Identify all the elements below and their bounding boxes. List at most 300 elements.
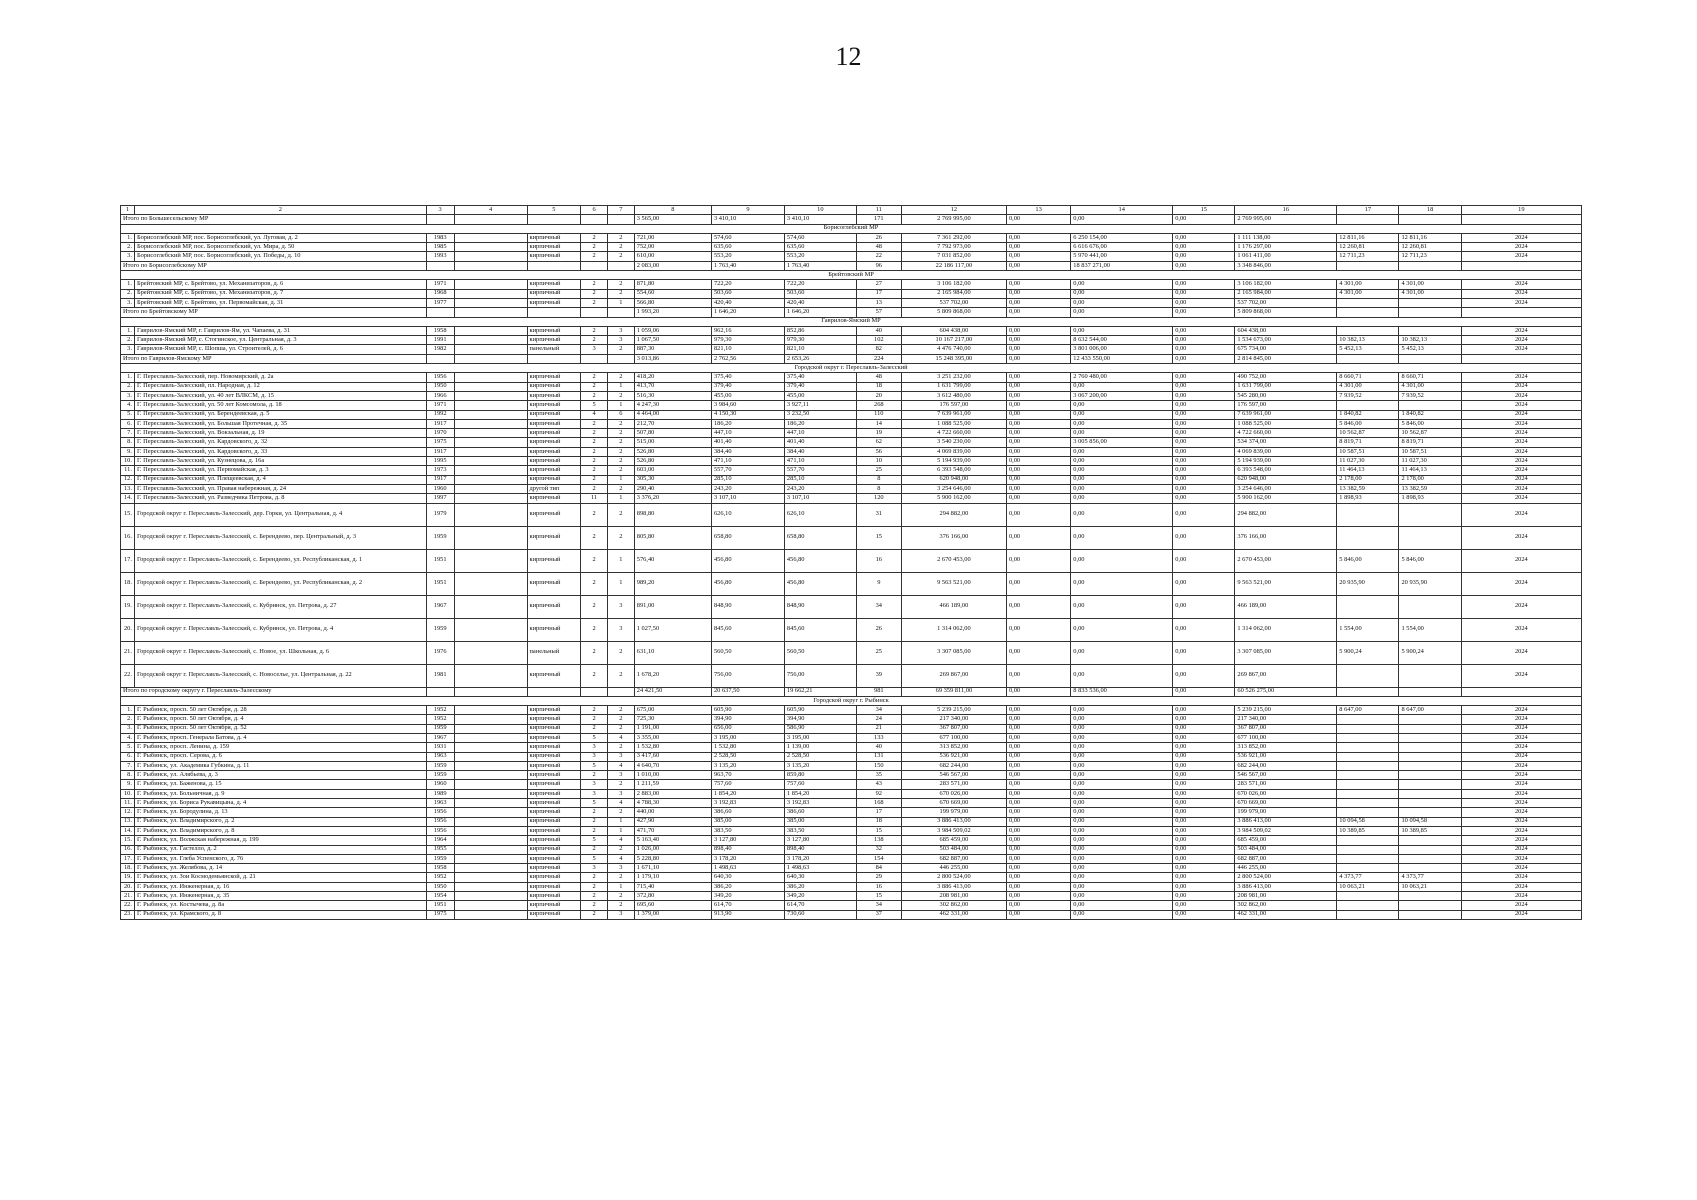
value-cell [454,808,527,817]
value-cell: 0,00 [1006,457,1070,466]
value-cell: 2 769 995,00 [901,215,1006,224]
value-cell: 2 [581,641,608,664]
value-cell [454,789,527,798]
value-cell: 0,00 [1071,447,1173,456]
value-cell: 5 163,40 [634,836,711,845]
value-cell: 18 837 271,00 [1071,261,1173,270]
value-cell: 0,00 [1071,326,1173,335]
value-cell: 0,00 [1173,595,1235,618]
value-cell: 2024 [1461,808,1581,817]
value-cell: 2 178,00 [1399,475,1461,484]
value-cell [527,215,581,224]
value-cell: 386,60 [784,808,856,817]
value-cell: 545 280,00 [1235,391,1337,400]
value-cell: 84 [856,864,901,873]
value-cell: 614,70 [711,901,784,910]
address-cell: Городской округ г. Переславль-Залесский, с. Берендеево, пер. Центральный, д. 3 [134,526,426,549]
value-cell: 3 984,60 [711,401,784,410]
column-number-cell: 1 [121,206,135,215]
value-cell: 1 191,00 [634,724,711,733]
value-cell: 383,50 [711,826,784,835]
value-cell [1337,864,1399,873]
value-cell: 0,00 [1006,771,1070,780]
address-cell: Г. Переславль-Залесский, ул. Кузнецова, д. 16а [134,457,426,466]
value-cell: 503 484,00 [1235,845,1337,854]
value-cell: 1950 [426,382,454,391]
value-cell: 3 [581,789,608,798]
value-cell: 604 438,00 [1235,326,1337,335]
value-cell: 3 232,50 [784,410,856,419]
value-cell: 0,00 [1071,817,1173,826]
column-number-row [121,206,1582,215]
value-cell [1337,298,1399,307]
value-cell: 1971 [426,280,454,289]
value-cell: 0,00 [1173,410,1235,419]
value-cell: кирпичный [527,243,581,252]
value-cell: 1997 [426,494,454,503]
value-cell: 658,80 [711,526,784,549]
value-cell: кирпичный [527,298,581,307]
value-cell: 394,90 [711,715,784,724]
value-cell: 3 106 182,00 [1235,280,1337,289]
value-cell: 0,00 [1071,873,1173,882]
address-cell: Г. Рыбинск, ул. Академика Губкина, д. 11 [134,761,426,770]
value-cell: 13 382,59 [1337,484,1399,493]
value-cell [454,261,527,270]
row-number: 2. [121,382,135,391]
value-cell: 2 [581,664,608,687]
value-cell: 3 886 413,00 [1235,882,1337,891]
value-cell: кирпичный [527,326,581,335]
value-cell: 1 898,93 [1399,494,1461,503]
value-cell: 4 069 839,00 [901,447,1006,456]
value-cell [454,572,527,595]
value-cell: 5 452,13 [1337,345,1399,354]
value-cell: 8 819,71 [1399,438,1461,447]
value-cell: 2 [581,892,608,901]
value-cell: 610,00 [634,252,711,261]
value-cell: 2 [581,373,608,382]
address-cell: Брейтовский МР, с. Брейтово, ул. Механизаторов, д. 7 [134,289,426,298]
total-row [121,261,1582,270]
value-cell: 2 883,00 [634,789,711,798]
value-cell: 546 567,00 [1235,771,1337,780]
value-cell: 6 393 548,00 [901,466,1006,475]
value-cell [1399,910,1461,919]
value-cell: 0,00 [1071,733,1173,742]
value-cell: 386,20 [711,882,784,891]
value-cell [454,336,527,345]
value-cell: 40 [856,326,901,335]
value-cell: 0,00 [1071,289,1173,298]
value-cell: кирпичный [527,761,581,770]
value-cell: 243,20 [711,484,784,493]
value-cell: 302 862,00 [1235,901,1337,910]
address-cell: Г. Переславль-Залесский, ул. Разведчика Петрова, д. 8 [134,494,426,503]
value-cell: 2 [581,289,608,298]
value-cell: 658,80 [784,526,856,549]
section-title: Борисоглебский МР [121,224,1582,233]
value-cell: 0,00 [1006,641,1070,664]
value-cell: 11 464,13 [1399,466,1461,475]
value-cell: 37 [856,910,901,919]
row-number: 3. [121,345,135,354]
value-cell [454,595,527,618]
value-cell: 4 301,00 [1337,280,1399,289]
value-cell: 1952 [426,715,454,724]
value-cell: 4 [581,410,608,419]
value-cell: 1956 [426,373,454,382]
value-cell: 39 [856,664,901,687]
value-cell: 8 819,71 [1337,438,1399,447]
value-cell: 9 563 521,00 [1235,572,1337,595]
value-cell: 963,70 [711,771,784,780]
table-row [121,429,1582,438]
value-cell: 171 [856,215,901,224]
table-row [121,382,1582,391]
value-cell: 6 250 154,00 [1071,233,1173,242]
value-cell: 1 111 138,00 [1235,233,1337,242]
row-number: 1. [121,706,135,715]
value-cell [454,817,527,826]
value-cell: 2024 [1461,373,1581,382]
value-cell: 0,00 [1071,664,1173,687]
value-cell [581,261,608,270]
value-cell: 2024 [1461,618,1581,641]
value-cell [1399,664,1461,687]
value-cell: 349,20 [711,892,784,901]
value-cell: 979,30 [711,336,784,345]
value-cell: 294 882,00 [1235,503,1337,526]
value-cell: 27 [856,280,901,289]
value-cell: 0,00 [1071,410,1173,419]
value-cell: 2 [607,233,634,242]
value-cell: 4 069 839,00 [1235,447,1337,456]
total-row [121,215,1582,224]
value-cell: 898,40 [784,845,856,854]
value-cell: 208 981,00 [1235,892,1337,901]
value-cell: 2 [581,808,608,817]
address-cell: Г. Переславль-Залесский, ул. 40 лет ВЛКСМ, д. 15 [134,391,426,400]
value-cell [454,298,527,307]
value-cell: 0,00 [1071,298,1173,307]
value-cell: панельный [527,345,581,354]
value-cell: 2 [581,419,608,428]
value-cell: 821,10 [711,345,784,354]
value-cell: 4 [607,836,634,845]
value-cell: 0,00 [1071,724,1173,733]
value-cell [454,733,527,742]
value-cell: 2 [607,252,634,261]
value-cell: 2 [581,252,608,261]
value-cell: 0,00 [1006,261,1070,270]
value-cell: 7 031 852,00 [901,252,1006,261]
value-cell: 3 984 509,02 [901,826,1006,835]
value-cell: 1 763,40 [711,261,784,270]
row-number: 3. [121,298,135,307]
value-cell: 2 [607,808,634,817]
value-cell: 1 088 525,00 [1235,419,1337,428]
value-cell: 0,00 [1173,826,1235,835]
value-cell: 848,90 [784,595,856,618]
value-cell [1399,799,1461,808]
value-cell: 0,00 [1173,808,1235,817]
value-cell: 3 [607,864,634,873]
value-cell: 1954 [426,892,454,901]
value-cell: 1917 [426,447,454,456]
value-cell: 283 571,00 [1235,780,1337,789]
value-cell [1337,743,1399,752]
value-cell: 2024 [1461,854,1581,863]
address-cell: Г. Рыбинск, ул. Бородулина, д. 13 [134,808,426,817]
value-cell: 1 993,20 [634,308,711,317]
value-cell: 11 [581,494,608,503]
value-cell: 2 653,26 [784,354,856,363]
value-cell: 2024 [1461,864,1581,873]
value-cell: 2024 [1461,799,1581,808]
value-cell: 2 800 524,00 [901,873,1006,882]
value-cell: 2 178,00 [1337,475,1399,484]
address-cell: Г. Переславль-Залесский, ул. Вокзальная, д. 19 [134,429,426,438]
value-cell: 1966 [426,391,454,400]
value-cell: 313 852,00 [901,743,1006,752]
value-cell: 2024 [1461,429,1581,438]
table-row [121,401,1582,410]
value-cell [1337,724,1399,733]
value-cell: 0,00 [1006,336,1070,345]
value-cell: кирпичный [527,743,581,752]
column-number-cell: 7 [607,206,634,215]
value-cell [454,901,527,910]
value-cell: 2 [581,706,608,715]
value-cell: 566,80 [634,298,711,307]
value-cell: 0,00 [1006,752,1070,761]
value-cell: 1964 [426,836,454,845]
row-number: 4. [121,733,135,742]
address-cell: Г. Переславль-Залесский, ул. Берендеевская, д. 5 [134,410,426,419]
value-cell: 6 [607,410,634,419]
address-cell: Г. Рыбинск, просп. 50 лет Октября, д. 28 [134,706,426,715]
value-cell: 11 027,30 [1337,457,1399,466]
value-cell: 8 660,71 [1337,373,1399,382]
value-cell: 1 088 525,00 [901,419,1006,428]
value-cell: 1983 [426,233,454,242]
value-cell: 682 887,00 [1235,854,1337,863]
value-cell: 1955 [426,845,454,854]
value-cell [527,261,581,270]
value-cell: 1 179,10 [634,873,711,882]
address-cell: Г. Рыбинск, ул. Алябьева, д. 3 [134,771,426,780]
value-cell: 1958 [426,326,454,335]
value-cell [454,484,527,493]
value-cell: 670 026,00 [901,789,1006,798]
value-cell: кирпичный [527,233,581,242]
column-number-cell: 6 [581,206,608,215]
value-cell: 1 840,82 [1337,410,1399,419]
value-cell: 5 900 162,00 [901,494,1006,503]
value-cell: кирпичный [527,789,581,798]
value-cell [1337,354,1399,363]
value-cell: 0,00 [1173,836,1235,845]
value-cell: 154 [856,854,901,863]
value-cell: 2 [581,298,608,307]
row-number: 22. [121,664,135,687]
value-cell [454,494,527,503]
value-cell: 11 027,30 [1399,457,1461,466]
value-cell: кирпичный [527,438,581,447]
value-cell: 1 139,00 [784,743,856,752]
value-cell: 0,00 [1173,618,1235,641]
row-number: 12. [121,808,135,817]
value-cell: 1 067,50 [634,336,711,345]
value-cell: 1963 [426,752,454,761]
value-cell: 715,40 [634,882,711,891]
value-cell: 0,00 [1006,864,1070,873]
value-cell: кирпичный [527,733,581,742]
value-cell: 2 165 984,00 [1235,289,1337,298]
value-cell: 2 [581,572,608,595]
value-cell: 0,00 [1173,475,1235,484]
value-cell: 656,00 [711,724,784,733]
value-cell: кирпичный [527,410,581,419]
row-number: 1. [121,326,135,335]
value-cell: 199 979,00 [901,808,1006,817]
value-cell: 5 900,24 [1399,641,1461,664]
value-cell [1337,308,1399,317]
table-row [121,326,1582,335]
value-cell: 3 [607,595,634,618]
value-cell [1337,771,1399,780]
row-number: 3. [121,252,135,261]
value-cell [1461,354,1581,363]
value-cell: 626,10 [711,503,784,526]
value-cell: 1 554,00 [1399,618,1461,641]
column-number-cell: 10 [784,206,856,215]
value-cell: 605,90 [784,706,856,715]
value-cell: 455,00 [711,391,784,400]
value-cell: 3 348 846,00 [1235,261,1337,270]
value-cell: 1 854,20 [784,789,856,798]
table-row [121,873,1582,882]
total-label: Итого по Гаврилов-Ямскому МР [121,354,427,363]
value-cell: 0,00 [1173,391,1235,400]
value-cell: 176 597,00 [1235,401,1337,410]
value-cell [426,308,454,317]
value-cell: 29 [856,873,901,882]
value-cell: 0,00 [1173,733,1235,742]
value-cell: 2 [607,457,634,466]
value-cell: 0,00 [1006,503,1070,526]
table-row [121,373,1582,382]
value-cell: 0,00 [1173,298,1235,307]
value-cell: 2 [581,438,608,447]
value-cell [1399,215,1461,224]
value-cell: 3 355,00 [634,733,711,742]
address-cell: Г. Переславль-Залесский, ул. Большая Протечная, д. 35 [134,419,426,428]
value-cell [454,475,527,484]
value-cell: 4 301,00 [1399,289,1461,298]
value-cell: 537 702,00 [901,298,1006,307]
value-cell [607,215,634,224]
value-cell: 7 939,52 [1337,391,1399,400]
value-cell: 0,00 [1173,419,1235,428]
value-cell: 10 063,21 [1399,882,1461,891]
value-cell: 0,00 [1071,503,1173,526]
value-cell: 375,40 [711,373,784,382]
value-cell [607,261,634,270]
value-cell: 695,60 [634,901,711,910]
value-cell: 168 [856,799,901,808]
total-label: Итого по Большесельскому МР [121,215,427,224]
value-cell: 821,10 [784,345,856,354]
value-cell: 456,80 [784,549,856,572]
value-cell: 2 [581,382,608,391]
value-cell: 0,00 [1071,419,1173,428]
value-cell: кирпичный [527,572,581,595]
value-cell [1399,326,1461,335]
value-cell: 1951 [426,549,454,572]
value-cell [1337,789,1399,798]
value-cell: 0,00 [1071,475,1173,484]
value-cell: 1 498,63 [711,864,784,873]
value-cell: кирпичный [527,494,581,503]
value-cell: 0,00 [1006,826,1070,835]
value-cell: 0,00 [1173,761,1235,770]
value-cell: 0,00 [1006,845,1070,854]
value-cell: 756,00 [711,664,784,687]
value-cell: 0,00 [1006,326,1070,335]
value-cell: 0,00 [1173,664,1235,687]
value-cell: 0,00 [1006,882,1070,891]
total-label: Итого по Борисоглебскому МР [121,261,427,270]
value-cell: 0,00 [1071,549,1173,572]
value-cell: 0,00 [1006,243,1070,252]
value-cell: 376 166,00 [1235,526,1337,549]
value-cell: кирпичный [527,836,581,845]
value-cell: 0,00 [1173,743,1235,752]
value-cell: 2 [607,845,634,854]
value-cell [454,743,527,752]
value-cell: 2024 [1461,484,1581,493]
table-body [121,206,1582,920]
value-cell: 0,00 [1006,345,1070,354]
table-row [121,595,1582,618]
value-cell: 3 [607,326,634,335]
value-cell: 2024 [1461,419,1581,428]
value-cell [1337,595,1399,618]
value-cell: 224 [856,354,901,363]
value-cell [527,687,581,696]
value-cell [1337,215,1399,224]
value-cell: 8 [856,475,901,484]
value-cell [1399,503,1461,526]
address-cell: Г. Переславль-Залесский, ул. Кардовского, д. 32 [134,438,426,447]
value-cell: 7 792 973,00 [901,243,1006,252]
value-cell: 2 670 453,00 [1235,549,1337,572]
value-cell: 12 260,81 [1337,243,1399,252]
value-cell: кирпичный [527,826,581,835]
value-cell: 10 382,13 [1337,336,1399,345]
value-cell: 4 [607,854,634,863]
value-cell: 3 106 182,00 [901,280,1006,289]
value-cell [1399,715,1461,724]
value-cell: 2024 [1461,595,1581,618]
value-cell: 1956 [426,826,454,835]
value-cell: 5 900,24 [1337,641,1399,664]
value-cell: 8 647,00 [1399,706,1461,715]
value-cell: 0,00 [1173,336,1235,345]
value-cell [454,457,527,466]
